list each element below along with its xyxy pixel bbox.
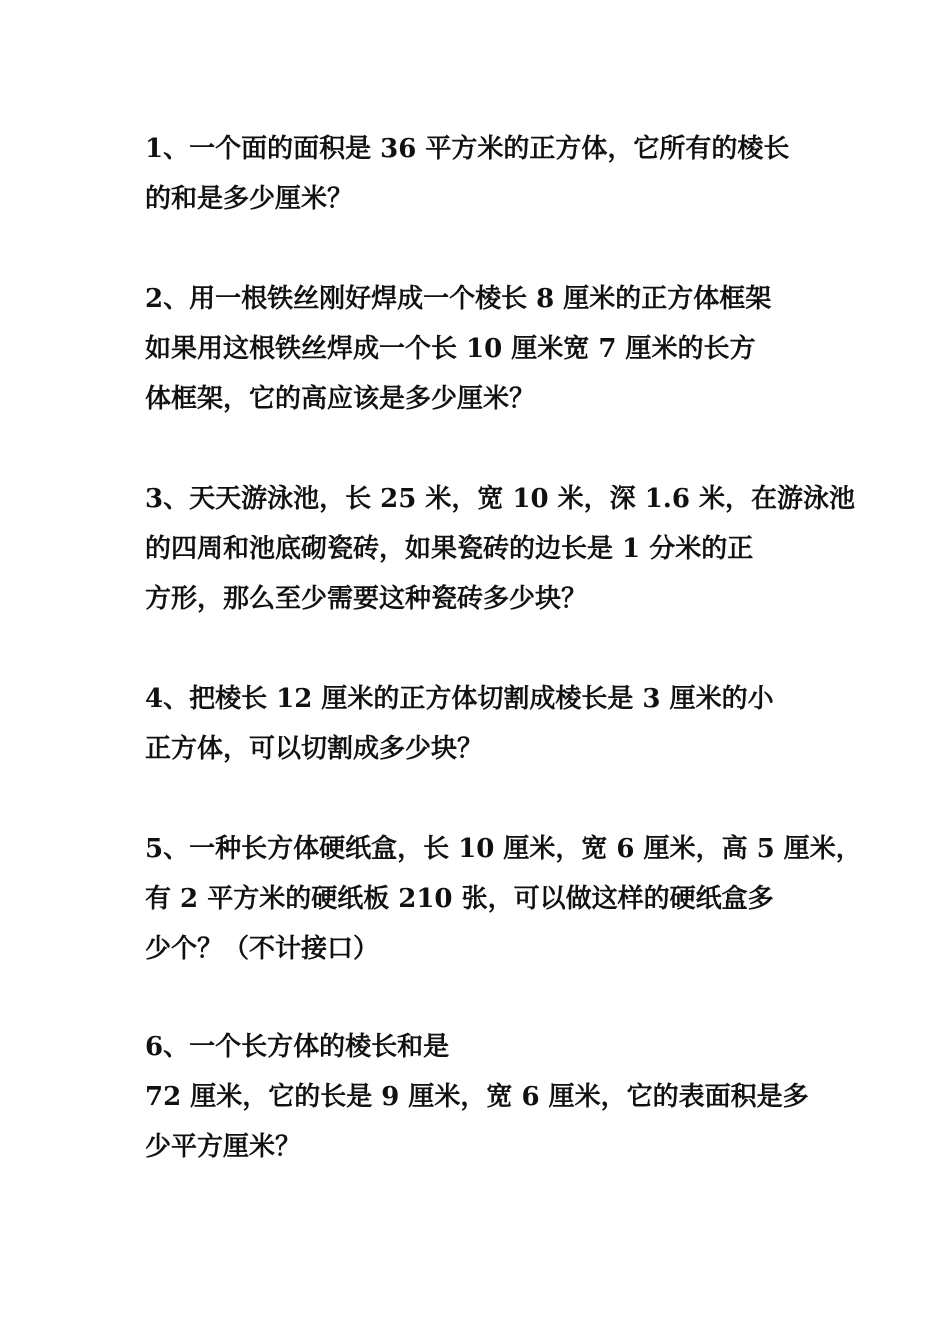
question-6-line-2: 72 厘米，它的长是 9 厘米，宽 6 厘米，它的表面积是多 bbox=[145, 1082, 809, 1112]
question-3 bbox=[145, 474, 855, 624]
question-6-line-1: 6、一个长方体的棱长和是 bbox=[145, 1032, 450, 1062]
question-4-line-2: 正方体，可以切割成多少块？ bbox=[145, 734, 484, 764]
question-5-line-2: 有 2 平方米的硬纸板 210 张，可以做这样的硬纸盒多 bbox=[145, 884, 774, 914]
question-5-line-3: 少个？（不计接口） bbox=[145, 934, 380, 964]
question-3-line-1: 3、天天游泳池，长 25 米，宽 10 米，深 1.6 米，在游泳池 bbox=[145, 484, 855, 514]
question-2-line-3: 体框架，它的高应该是多少厘米？ bbox=[145, 384, 536, 414]
question-6 bbox=[145, 1022, 825, 1172]
question-5 bbox=[145, 824, 862, 974]
question-6-line-3: 少平方厘米？ bbox=[145, 1132, 302, 1162]
question-2-line-1: 2、用一根铁丝刚好焊成一个棱长 8 厘米的正方体框架 bbox=[145, 284, 772, 314]
question-4-line-1: 4、把棱长 12 厘米的正方体切割成棱长是 3 厘米的小 bbox=[145, 684, 774, 714]
question-3-line-2: 的四周和池底砌瓷砖，如果瓷砖的边长是 1 分米的正 bbox=[145, 534, 754, 564]
question-1 bbox=[145, 124, 825, 224]
question-3-line-3: 方形，那么至少需要这种瓷砖多少块？ bbox=[145, 584, 588, 614]
question-1-line-2: 的和是多少厘米？ bbox=[145, 184, 354, 214]
question-1-line-1: 1、一个面的面积是 36 平方米的正方体，它所有的棱长 bbox=[145, 134, 790, 164]
question-4 bbox=[145, 674, 825, 774]
question-2-line-2: 如果用这根铁丝焊成一个长 10 厘米宽 7 厘米的长方 bbox=[145, 334, 756, 364]
question-2 bbox=[145, 274, 825, 424]
question-5-line-1: 5、一种长方体硬纸盒，长 10 厘米，宽 6 厘米，高 5 厘米， bbox=[145, 834, 862, 864]
